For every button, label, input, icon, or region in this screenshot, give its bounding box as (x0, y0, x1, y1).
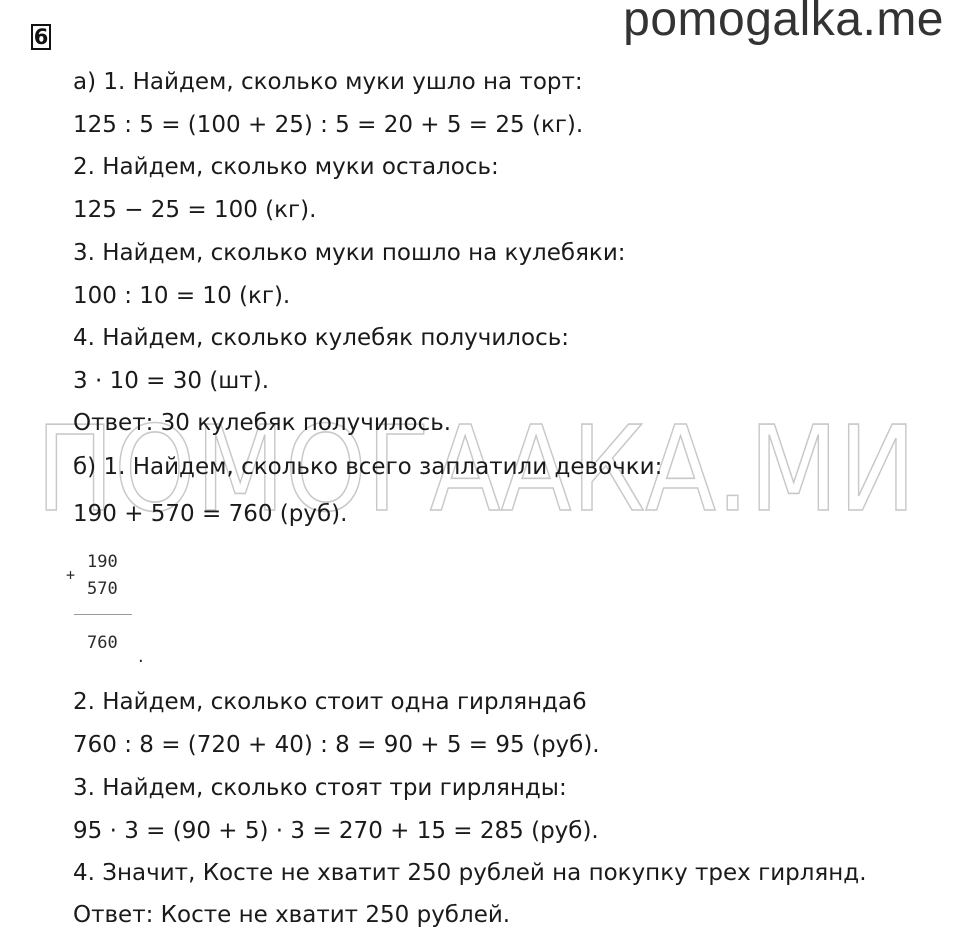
text-line: б) 1. Найдем, сколько всего заплатили девочки: (73, 454, 663, 480)
text-line: Ответ: 30 кулебяк получилось. (73, 410, 452, 436)
text-line: 100 : 10 = 10 (кг). (73, 283, 291, 309)
text-line: Ответ: Косте не хватит 250 рублей. (73, 902, 511, 928)
text-line: 125 − 25 = 100 (кг). (73, 197, 317, 223)
column-addition (66, 550, 144, 670)
watermark-text: ПОМОГААКА.МИ (36, 402, 916, 532)
addend-1: 190 (87, 552, 118, 572)
text-line: 4. Найдем, сколько кулебяк получилось: (73, 325, 570, 351)
text-line: 3 · 10 = 30 (шт). (73, 368, 270, 394)
sum-line (74, 614, 132, 615)
site-brand: pomogalka.me (623, 0, 944, 46)
text-line: 3. Найдем, сколько стоят три гирлянды: (73, 775, 567, 801)
text-line: 2. Найдем, сколько муки осталось: (73, 154, 499, 180)
text-line: 4. Значит, Косте не хватит 250 рублей на покупку трех гирлянд. (73, 860, 867, 886)
text-line: 3. Найдем, сколько муки пошло на кулебяки: (73, 240, 626, 266)
text-line: а) 1. Найдем, сколько муки ушло на торт: (73, 69, 583, 95)
trailing-dot: . (138, 646, 144, 667)
text-line: 125 : 5 = (100 + 25) : 5 = 20 + 5 = 25 (кг). (73, 112, 584, 138)
text-line: 190 + 570 = 760 (руб). (73, 501, 348, 527)
sum-result: 760 (87, 633, 118, 653)
text-line: 2. Найдем, сколько стоит одна гирлянда6 (73, 689, 587, 715)
task-number-badge: 6 (31, 24, 51, 50)
text-line: 760 : 8 = (720 + 40) : 8 = 90 + 5 = 95 (руб). (73, 732, 600, 758)
text-line: 95 · 3 = (90 + 5) · 3 = 270 + 15 = 285 (руб). (73, 818, 599, 844)
plus-sign: + (66, 566, 76, 584)
addend-2: 570 (87, 579, 118, 599)
